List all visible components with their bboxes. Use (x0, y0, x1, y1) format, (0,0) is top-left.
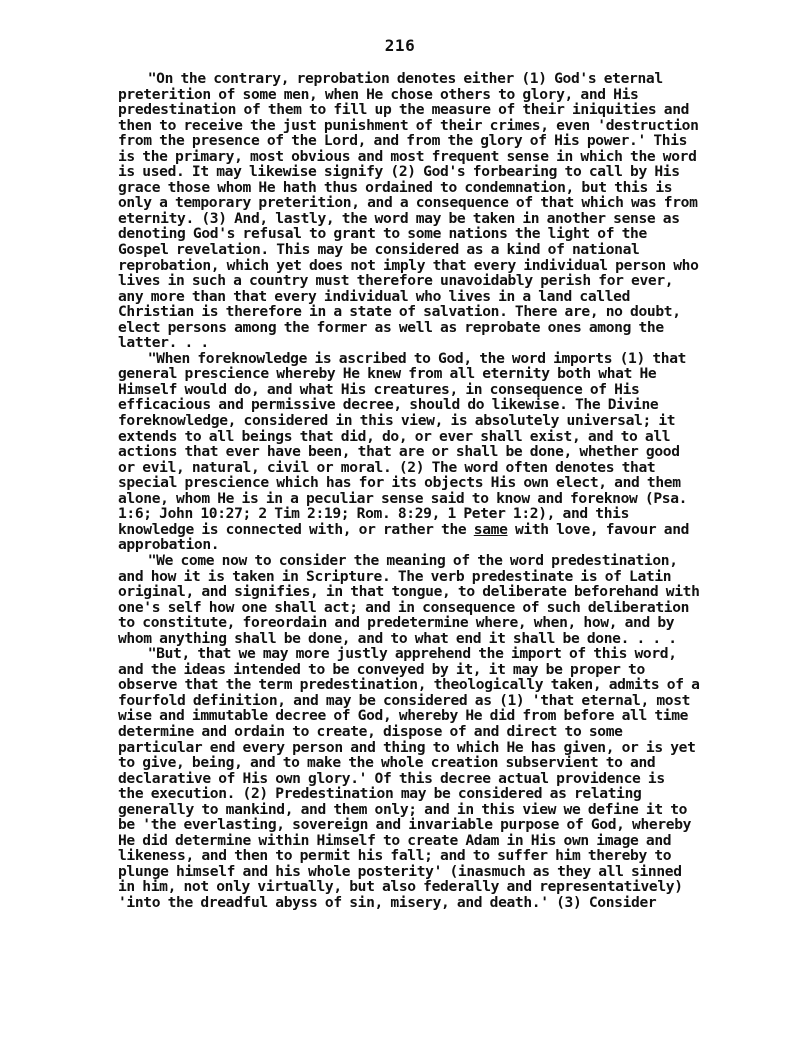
text-line-content: from the presence of the Lord, and from the glory of His power.' This (118, 132, 688, 150)
text-line-content: alone, whom He is in a peculiar sense said to know and foreknow (Psa. (118, 489, 688, 507)
text-line-content: then to receive the just punishment of their crimes, even 'destruction (118, 116, 699, 134)
text-line (118, 133, 728, 149)
text-line-content: actions that ever have been, that are or shall be done, whether good (118, 443, 680, 461)
text-line-content: preterition of some men, when He chose others to glory, and His (118, 85, 639, 103)
text-line (118, 258, 728, 274)
text-line (118, 506, 728, 522)
text-line-content: declarative of His own glory.' Of this decree actual providence is (118, 769, 665, 787)
text-line (118, 273, 728, 289)
body-text (118, 71, 728, 911)
text-line (118, 631, 728, 647)
text-line-content: original, and signifies, in that tongue, to deliberate beforehand with (118, 583, 700, 601)
text-line-content: reprobation, which yet does not imply that every individual person who (118, 256, 699, 274)
text-line (118, 102, 728, 118)
text-line-content: Christian is therefore in a state of salvation. There are, no doubt, (118, 303, 681, 321)
text-line-content: the execution. (2) Predestination may be considered as relating (118, 785, 642, 803)
text-line (118, 226, 728, 242)
text-line (118, 71, 728, 87)
text-line-content: and how it is taken in Scripture. The verb predestinate is of Latin (118, 567, 672, 585)
text-line-content: and the ideas intended to be conveyed by it, it may be proper to (118, 660, 645, 678)
text-line-content: Gospel revelation. This may be considered as a kind of national (118, 241, 640, 259)
text-line (118, 429, 728, 445)
text-line-content: generally to mankind, and them only; and in this view we define it to (118, 800, 688, 818)
text-line-content: general prescience whereby He knew from all eternity both what He (118, 365, 657, 383)
text-line (118, 351, 728, 367)
text-line-content: one's self how one shall act; and in consequence of such deliberation (118, 598, 690, 616)
text-line (118, 87, 728, 103)
text-line (118, 444, 728, 460)
text-line-content: Himself would do, and what His creatures, in consequence of His (118, 380, 640, 398)
text-line-content: approbation. (118, 536, 220, 554)
text-line-content: any more than that every individual who lives in a land called (118, 287, 631, 305)
text-line (118, 537, 728, 553)
text-line-content: observe that the term predestination, theologically taken, admits of a (118, 676, 700, 694)
text-line-content: "On the contrary, reprobation denotes either (1) God's eternal (118, 70, 663, 87)
text-line-content: whom anything shall be done, and to what end it shall be done. . . . (118, 629, 677, 647)
text-line (118, 522, 728, 538)
text-line (118, 289, 728, 305)
text-line (118, 366, 728, 382)
text-line-content: be 'the everlasting, sovereign and invariable purpose of God, whereby (118, 816, 692, 834)
text-line (118, 475, 728, 491)
text-line-content: is the primary, most obvious and most frequent sense in which the word (118, 147, 697, 165)
text-line (118, 600, 728, 616)
page-number: 216 (384, 36, 416, 55)
text-line-content: 1:6; John 10:27; 2 Tim 2:19; Rom. 8:29, 1 Peter 1:2), and this (118, 505, 630, 523)
text-line-content: in him, not only virtually, but also federally and representatively) (118, 878, 683, 896)
text-line-content: latter. . . (118, 334, 209, 352)
text-line (118, 320, 728, 336)
text-line (118, 879, 728, 895)
text-line (118, 413, 728, 429)
text-line (118, 817, 728, 833)
text-line-content: wise and immutable decree of God, whereby He did from before all time (118, 707, 689, 725)
text-line-content: 'into the dreadful abyss of sin, misery, and death.' (3) Consider (118, 893, 657, 911)
text-line (118, 460, 728, 476)
text-line (118, 553, 728, 569)
text-line (118, 382, 728, 398)
text-line (118, 708, 728, 724)
text-line (118, 864, 728, 880)
text-line (118, 242, 728, 258)
text-line-content: efficacious and permissive decree, should do likewise. The Divine (118, 396, 659, 414)
text-line-content: lives in such a country must therefore unavoidably perish for ever, (118, 272, 674, 290)
text-line-content: extends to all beings that did, do, or ever shall exist, and to all (118, 427, 671, 445)
text-line-content: to constitute, foreordain and predetermine where, when, how, and by (118, 614, 675, 632)
text-line-content: grace those whom He hath thus ordained to condemnation, but this is (118, 178, 673, 196)
text-line (118, 584, 728, 600)
text-line-content: or evil, natural, civil or moral. (2) The word often denotes that (118, 458, 656, 476)
text-line-content: only a temporary preterition, and a consequence of that which was from (118, 194, 698, 212)
text-line-content: foreknowledge, considered in this view, is absolutely universal; it (118, 412, 676, 430)
text-line (118, 646, 728, 662)
text-line-content: predestination of them to fill up the measure of their iniquities and (118, 101, 690, 119)
text-line-content: knowledge is connected with, or rather the (118, 520, 474, 538)
text-line (118, 149, 728, 165)
text-line (118, 180, 728, 196)
text-line-content: eternity. (3) And, lastly, the word may be taken in another sense as (118, 209, 680, 227)
text-line (118, 771, 728, 787)
text-line (118, 833, 728, 849)
text-line-content: "When foreknowledge is ascribed to God, the word imports (1) that (118, 349, 687, 367)
text-line (118, 304, 728, 320)
text-line-continuation: with love, favour and (507, 520, 690, 538)
text-line (118, 211, 728, 227)
text-line-content: "But, that we may more justly apprehend the import of this word, (118, 645, 677, 663)
text-line (118, 755, 728, 771)
text-line (118, 335, 728, 351)
text-line (118, 848, 728, 864)
text-line-content: determine and ordain to create, dispose of and direct to some (118, 722, 623, 740)
text-line (118, 662, 728, 678)
text-line-content: fourfold definition, and may be considered as (1) 'that eternal, most (118, 691, 691, 709)
text-line (118, 693, 728, 709)
text-line (118, 118, 728, 134)
text-line-content: special prescience which has for its objects His own elect, and them (118, 474, 681, 492)
text-line (118, 740, 728, 756)
text-line-content: "We come now to consider the meaning of the word predestination, (118, 551, 678, 569)
text-line-content: to give, being, and to make the whole creation subservient to and (118, 754, 656, 772)
text-line (118, 895, 728, 911)
text-line-content: elect persons among the former as well as reprobate ones among the (118, 318, 664, 336)
text-line-content: denoting God's refusal to grant to some nations the light of the (118, 225, 647, 243)
text-line (118, 569, 728, 585)
text-line (118, 195, 728, 211)
text-line (118, 677, 728, 693)
text-line (118, 164, 728, 180)
text-line (118, 397, 728, 413)
text-line-content: He did determine within Himself to create Adam in His own image and (118, 831, 672, 849)
underlined-word: same (473, 520, 508, 538)
text-line (118, 724, 728, 740)
text-line-content: plunge himself and his whole posterity' (inasmuch as they all sinned (118, 862, 682, 880)
text-line-content: particular end every person and thing to which He has given, or is yet (118, 738, 696, 756)
text-line (118, 802, 728, 818)
text-line (118, 615, 728, 631)
text-line-content: likeness, and then to permit his fall; and to suffer him thereby to (118, 847, 672, 865)
text-line-content: is used. It may likewise signify (2) God's forbearing to call by His (118, 163, 680, 181)
text-line (118, 491, 728, 507)
text-line (118, 786, 728, 802)
